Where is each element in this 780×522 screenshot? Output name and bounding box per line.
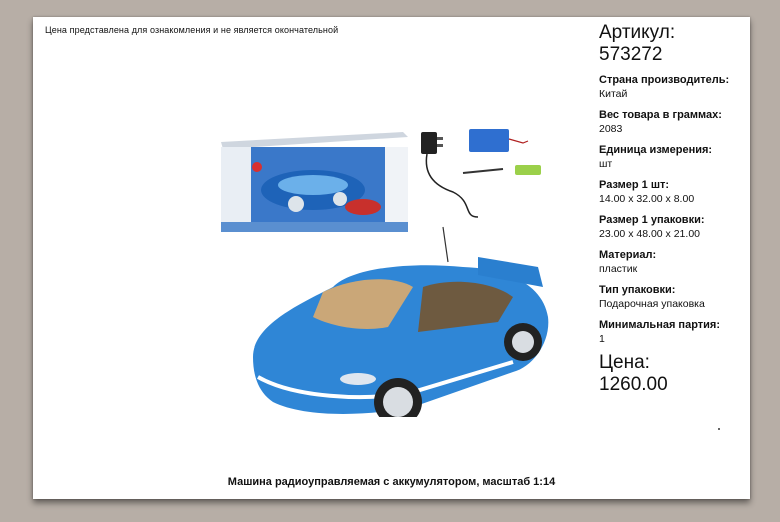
stray-dot	[718, 428, 720, 430]
spec-label-min-order: Минимальная партия:	[599, 319, 720, 331]
price-value: 1260.00	[599, 374, 668, 395]
article-label: Артикул:	[599, 22, 676, 43]
spec-label-weight: Вес товара в граммах:	[599, 109, 722, 121]
spec-label-country: Страна производитель:	[599, 74, 730, 86]
product-photo	[213, 117, 553, 417]
spec-value-material: пластик	[599, 263, 638, 275]
spec-value-unit: шт	[599, 158, 613, 170]
gift-box	[221, 132, 408, 232]
article-number: 573272	[599, 44, 663, 65]
spec-value-country: Китай	[599, 88, 628, 100]
spec-label-package-size: Размер 1 упаковки:	[599, 214, 705, 226]
spec-label-item-size: Размер 1 шт:	[599, 179, 670, 191]
price-label: Цена:	[599, 352, 650, 373]
accessories	[421, 129, 541, 217]
spec-label-unit: Единица измерения:	[599, 144, 713, 156]
price-block	[599, 352, 747, 396]
spec-value-package-size: 23.00 x 48.00 x 21.00	[599, 228, 700, 240]
spec-value-weight: 2083	[599, 123, 623, 135]
product-card	[33, 17, 750, 499]
rc-car	[253, 227, 548, 417]
spec-value-package-type: Подарочная упаковка	[599, 298, 705, 310]
spec-label-material: Материал:	[599, 249, 657, 261]
price-disclaimer: Цена представлена для ознакомления и не является окончательной	[45, 25, 339, 35]
product-info-panel	[599, 22, 747, 396]
spec-label-package-type: Тип упаковки:	[599, 284, 676, 296]
spec-value-min-order: 1	[599, 333, 605, 345]
product-caption: Машина радиоуправляемая с аккумулятором, масштаб 1:14	[227, 476, 556, 488]
spec-value-item-size: 14.00 x 32.00 x 8.00	[599, 193, 695, 205]
